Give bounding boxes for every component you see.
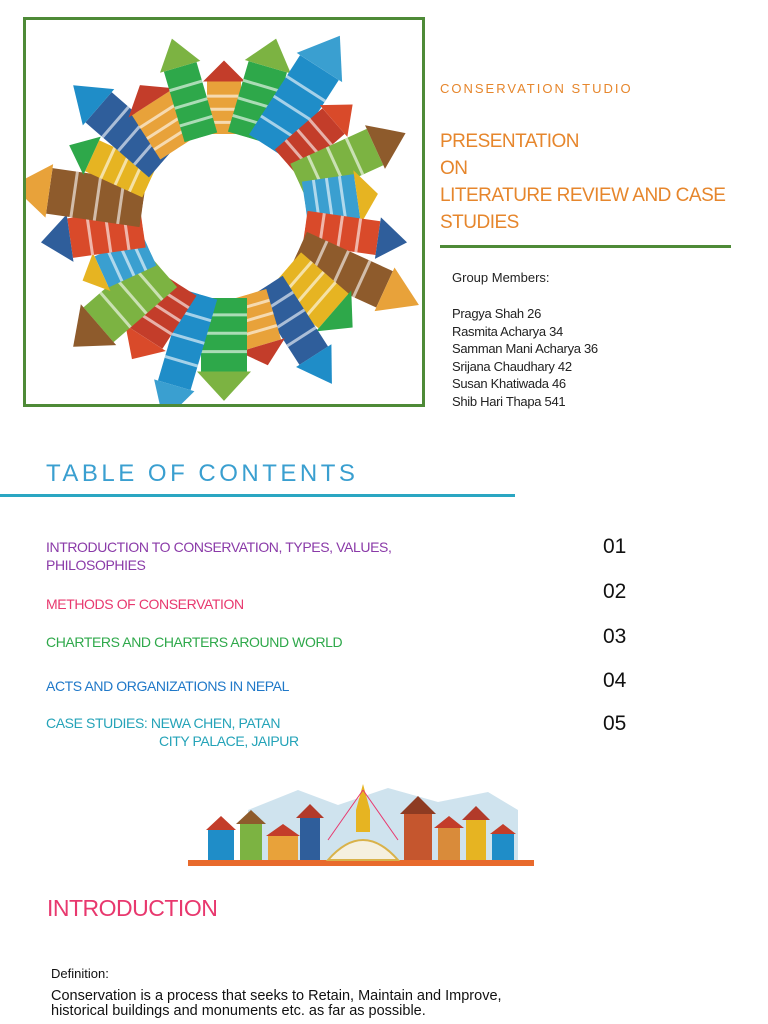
toc-item-line: PHILOSOPHIES [46, 557, 146, 573]
title-line: ON [440, 158, 468, 179]
toc-divider [0, 494, 515, 497]
toc-number: 05 [603, 712, 627, 735]
toc-number: 04 [603, 669, 627, 692]
member-item: Samman Mani Acharya 36 [452, 341, 598, 356]
members-list [452, 305, 598, 410]
member-item: Susan Khatiwada 46 [452, 376, 566, 391]
definition-label: Definition: [51, 966, 109, 981]
toc-item-case-studies[interactable] [46, 714, 299, 750]
toc-item-line: CHARTERS AND CHARTERS AROUND WORLD [46, 634, 343, 650]
toc-number: 02 [603, 580, 627, 603]
member-item: Pragya Shah 26 [452, 306, 542, 321]
toc-item-acts[interactable] [46, 677, 289, 695]
title-line: LITERATURE REVIEW AND CASE [440, 185, 726, 206]
toc-item-line: ACTS AND ORGANIZATIONS IN NEPAL [46, 678, 290, 694]
studio-label: CONSERVATION STUDIO [440, 81, 633, 96]
toc-number: 01 [603, 535, 627, 558]
intro-heading: INTRODUCTION [47, 895, 218, 921]
cover-illustration [23, 17, 425, 407]
definition-text [51, 989, 671, 1019]
members-heading: Group Members: [452, 270, 550, 285]
member-item: Shib Hari Thapa 541 [452, 393, 566, 409]
toc-item-charters[interactable] [46, 633, 342, 651]
member-item: Srijana Chaudhary 42 [452, 358, 572, 374]
toc-item-introduction[interactable] [46, 538, 391, 574]
toc-item-methods[interactable] [46, 595, 244, 613]
toc-number: 03 [603, 625, 627, 648]
circular-temple-skyline-illustration [26, 20, 422, 404]
toc-item-line: METHODS OF CONSERVATION [46, 596, 244, 612]
kathmandu-skyline-illustration [188, 780, 534, 866]
toc-heading: TABLE OF CONTENTS [46, 460, 359, 487]
presentation-title [440, 128, 765, 236]
title-line: STUDIES [440, 212, 519, 233]
definition-line: Conservation is a process that seeks to Retain, Maintain and Improve, [51, 988, 502, 1004]
toc-item-line: CASE STUDIES: NEWA CHEN, PATAN [46, 715, 281, 731]
toc-item-line: INTRODUCTION TO CONSERVATION, TYPES, VALUES, [46, 539, 392, 555]
definition-line: historical buildings and monuments etc. as far as possible. [51, 1003, 426, 1019]
title-line: PRESENTATION [440, 131, 579, 152]
toc-item-line: CITY PALACE, JAIPUR [159, 733, 299, 749]
member-item: Rasmita Acharya 34 [452, 323, 563, 339]
title-divider [440, 245, 731, 248]
